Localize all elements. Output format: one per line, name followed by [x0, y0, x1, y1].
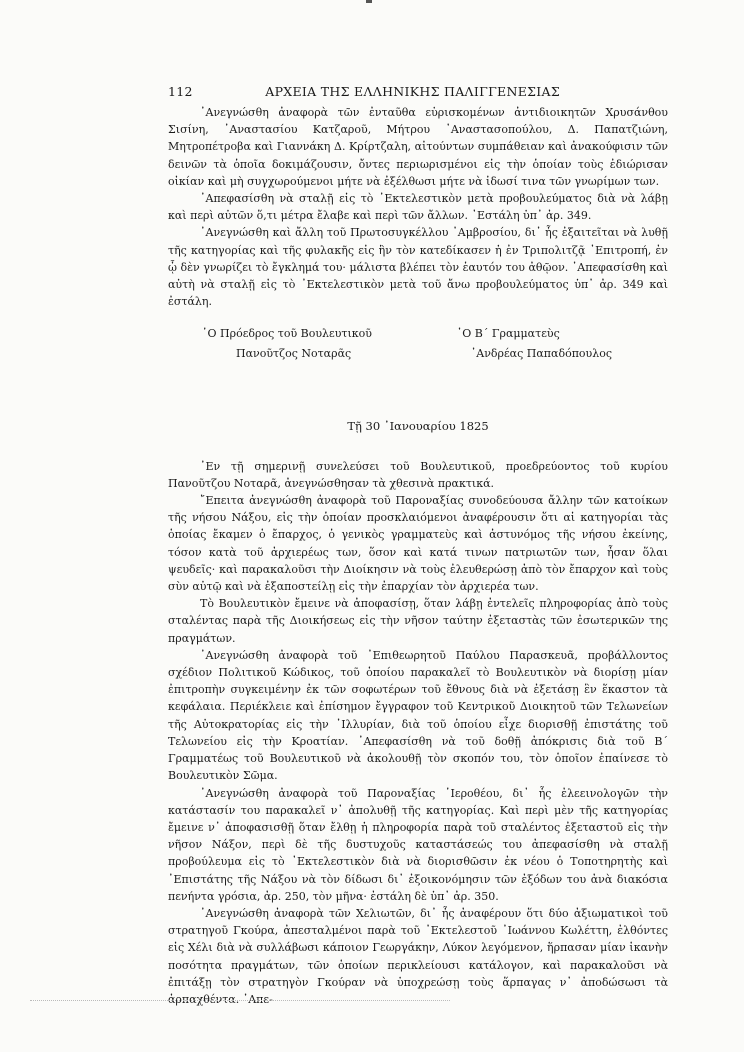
paragraph: ᾿Ανεγνώσθη ἀναφορὰ τῶν ἐνταῦθα εὑρισκομένων ἀντιδιοικητῶν Χρυσάνθου Σισίνη, ᾿Αναστασίου Κατζαροῦ, Μήτρου ᾿Αναστασοπούλου, Δ. Παπατζιώνη, Μητροπέτροβα καὶ Γιαννάκη Δ. Κρίρτζαλη, αἰτούντων συμπάθειαν καὶ ἀνακούφισιν τῶν δεινῶν τὰ ὁποῖα δοκιμάζουσιν, ὄντες περιωρισμένοι εἰς τὴν ὁποίαν τοὺς ἐδιώρισαν οἰκίαν καὶ μὴ συγχωρούμενοι μήτε νὰ ἐξέλθωσι μήτε νὰ ἰδωσί τινα τῶν γνωρίμων των.	[168, 106, 668, 188]
page-body	[168, 104, 668, 1008]
date-heading: Τῇ 30 ᾿Ιανουαρίου 1825	[347, 419, 489, 434]
scan-mark	[366, 0, 372, 3]
paragraph: Τὸ Βουλευτικὸν ἔμεινε νὰ ἀποφασίσῃ, ὅταν λάβῃ ἐντελεῖς πληροφορίας ἀπὸ τοὺς σταλέντας παρὰ τῆς Διοικήσεως εἰς τὴν νῆσον ταύτην ἐξεταστὰς τῶν ἐσωτερικῶν της πραγμάτων.	[168, 597, 668, 645]
signature-name: Πανοῦτζος Νοταρᾶς	[236, 347, 352, 361]
signature-name: ᾿Ανδρέας Παπαδόπουλος	[470, 347, 612, 361]
paragraph: ᾿Ανεγνώσθη ἀναφορὰ τῶν Χελιωτῶν, δι᾿ ἧς ἀναφέρουν ὅτι δύο ἀξιωματικοὶ τοῦ στρατηγοῦ Γκούρα, ἀπεσταλμένοι παρὰ τοῦ ᾿Εκτελεστοῦ ᾿Ιωάννου Κωλέττη, ἐλθόντες εἰς Χέλι διὰ νὰ συλλάβωσι κάποιον Γεωργάκην, Λύκον λεγόμενον, ἥρπασαν μίαν ἱκανὴν ποσότητα πραγμάτων, τῶν ὁποίων περικλείουσι κατάλογον, καὶ παρακαλοῦσι νὰ ἐπιτάξῃ τὸν στρατηγὸν Γκούραν νὰ ὑποχρεώσῃ τοὺς ἅρπαγας ν᾿ ἀποδώσωσι τὰ ἁρπαχθέντα. ᾿Απε-	[168, 906, 668, 1006]
paragraph: ᾿Ανεγνώσθη ἀναφορὰ τοῦ ᾿Επιθεωρητοῦ Παύλου Παρασκευᾶ, προβάλλοντος σχέδιον Πολιτικοῦ Κώδικος, τοῦ ὁποίου παρακαλεῖ τὸ Βουλευτικὸν νὰ διορίσῃ μίαν ἐπιτροπὴν συγκειμένην ἐκ τῶν σοφωτέρων τοῦ ἔθνους διὰ νὰ ἐξετάσῃ ἓν ἕκαστον τὰ κεφάλαια. Περιέκλειε καὶ ἐπίσημον ἔγγραφον τοῦ Κεντρικοῦ Διοικητοῦ τῶν Τελωνείων τῆς Αὐτοκρατορίας εἰς τὴν ᾿Ιλλυρίαν, διὰ τοῦ ὁποίου εἶχε διορισθῇ ἐπιστάτης τοῦ Τελωνείου εἰς τὴν Κροατίαν. ᾿Απεφασίσθη νὰ τοῦ δοθῇ ἀπόκρισις διὰ τοῦ Β´ Γραμματέως τοῦ Βουλευτικοῦ νὰ ἀκολουθῇ τὸν σκοπόν του, τὸν ὁποῖον ἐπαίνεσε τὸ Βουλευτικὸν Σῶμα.	[168, 648, 668, 783]
signature-block	[168, 324, 668, 364]
paragraph: ᾿Ανεγνώσθη καὶ ἄλλη τοῦ Πρωτοσυγκέλλου ᾿Αμβροσίου, δι᾿ ἧς ἐξαιτεῖται νὰ λυθῇ τῆς κατηγορίας καὶ τῆς φυλακῆς εἰς ἣν τὸν κατεδίκασεν ἡ ἐν Τριπολιτζᾷ ᾿Επιτροπή, ἐν ᾧ δὲν γνωρίζει τὸ ἔγκλημά του· μάλιστα βλέπει τὸν ἑαυτόν του ἀθῷον. ᾿Απεφασίσθη καὶ αὐτὴ νὰ σταλῇ εἰς τὸ ᾿Εκτελεστικὸν μετὰ τοῦ ἄνω προβουλεύματος ὑπ᾿ ἀρ. 349 καὶ ἐστάλη.	[168, 226, 668, 309]
signature-secretary	[423, 324, 668, 364]
page-header	[168, 84, 588, 99]
running-title: ΑΡΧΕΙΑ ΤΗΣ ΕΛΛΗΝΙΚΗΣ ΠΑΛΙΓΓΕΝΕΣΙΑΣ	[265, 84, 560, 99]
paragraph: ῎Επειτα ἀνεγνώσθη ἀναφορὰ τοῦ Παροναξίας συνοδεύουσα ἄλλην τῶν κατοίκων τῆς νήσου Νάξου, εἰς τὴν ὁποίαν προσκλαιόμενοι ἀναφέρουσιν ὅτι αἱ κατηγορίαι τὰς ὁποίας ἔκαμεν ὁ ἔπαρχος, ὁ γενικὸς γραμματεὺς καὶ ἀστυνόμος τῆς νήσου ἐκείνης, τόσον κατὰ τοῦ ἀρχιερέως των, ὅσον καὶ κατά τινων πατριωτῶν των, ἦσαν ὅλαι ψευδεῖς· καὶ παρακαλοῦσι τὴν Διοίκησιν νὰ τοὺς ἐλευθερώσῃ ἀπὸ τὸν ἔπαρχον καὶ τοὺς σὺν αὐτῷ καὶ νὰ ἐξαποστείλῃ εἰς τὴν ἐπαρχίαν τὸν ἀρχιερέα των.	[168, 494, 668, 594]
paragraph: ᾿Εν τῇ σημερινῇ συνελεύσει τοῦ Βουλευτικοῦ, προεδρεύοντος τοῦ κυρίου Πανοῦτζου Νοταρᾶ, ἀνεγνώσθησαν τὰ χθεσινὰ πρακτικά.	[168, 459, 668, 490]
signature-president	[168, 324, 372, 364]
scan-specks	[30, 1000, 450, 1004]
signature-role: ῾Ο Πρόεδρος τοῦ Βουλευτικοῦ	[202, 327, 372, 341]
paragraph: ᾿Απεφασίσθη νὰ σταλῇ εἰς τὸ ᾿Εκτελεστικὸν μετὰ προβουλεύματος διὰ νὰ λάβῃ καὶ περὶ αὐτῶν ὅ,τι μέτρα ἔλαβε καὶ περὶ τῶν ἄλλων. ᾿Εστάλη ὑπ᾿ ἀρ. 349.	[168, 192, 668, 223]
paragraph: ᾿Ανεγνώσθη ἀναφορὰ τοῦ Παροναξίας ῾Ιεροθέου, δι᾿ ἧς ἐλεεινολογῶν τὴν κατάστασίν του παρακαλεῖ ν᾿ ἀπολυθῇ τῆς κατηγορίας. Καὶ περὶ μὲν τῆς κατηγορίας ἔμεινε ν᾿ ἀποφασισθῇ ὅταν ἔλθῃ ἡ πληροφορία παρὰ τοῦ σταλέντος ἐξεταστοῦ εἰς τὴν νῆσον Νάξον, περὶ δὲ τῆς δυστυχοῦς καταστάσεώς του ἀπεφασίσθη νὰ σταλῇ προβούλευμα εἰς τὸ ᾿Εκτελεστικὸν διὰ νὰ διορισθῶσιν ἐκ νέου ὁ Τοποτηρητὴς καὶ ᾿Επιστάτης τῆς Νάξου νὰ τὸν δίδωσι δι᾿ ἐξοικονόμησιν τῶν ἐξόδων του ἀνὰ διακόσια πενήντα γρόσια, ἀρ. 250, τὸν μῆνα· ἐστάλη δὲ ὑπ᾿ ἀρ. 350.	[168, 786, 668, 903]
page-number: 112	[168, 84, 193, 99]
signature-role: ῾Ο Β´ Γραμματεὺς	[456, 327, 560, 341]
